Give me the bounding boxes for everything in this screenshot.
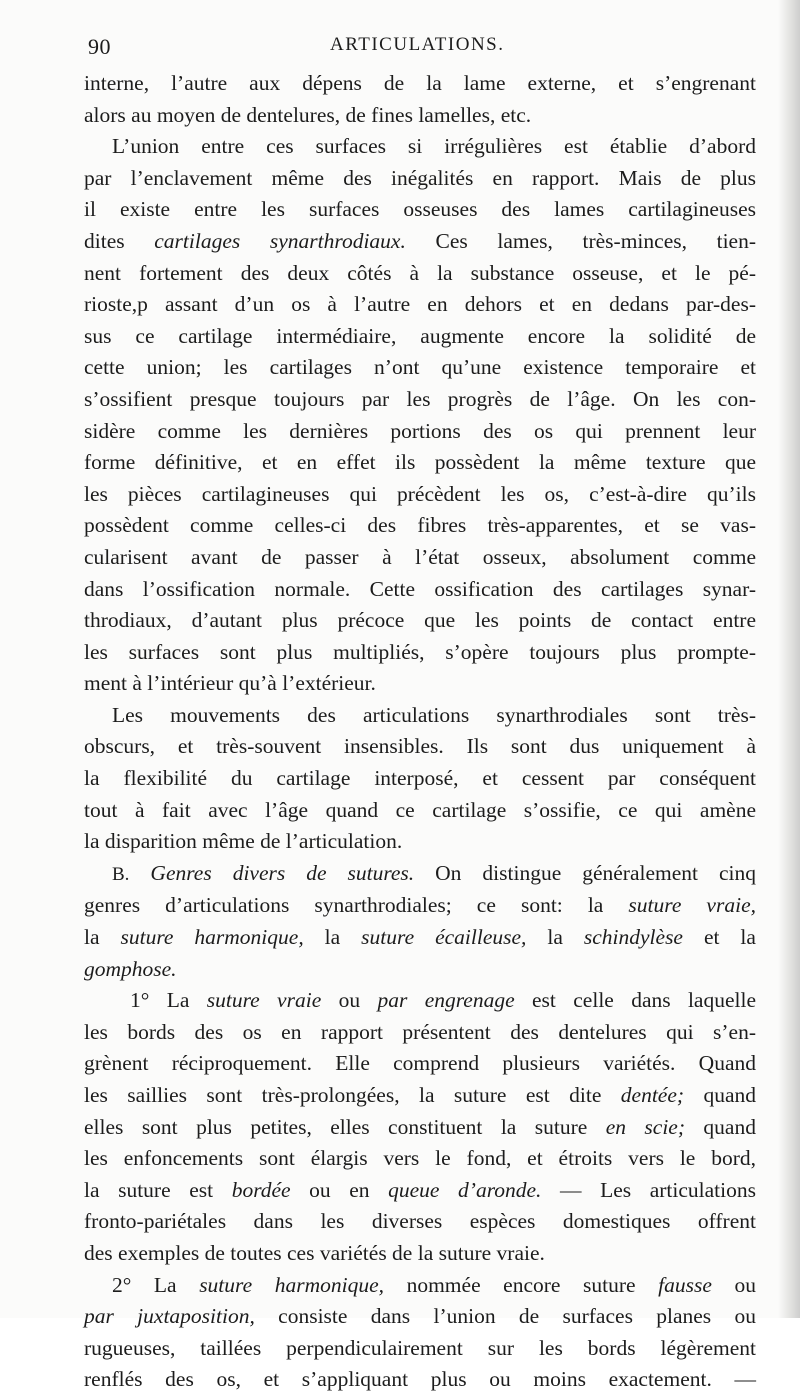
text-span: la suture est: [84, 1177, 232, 1202]
text-line: [84, 922, 756, 954]
text-line: [84, 1175, 756, 1207]
text-span: est celle dans laquelle: [514, 988, 757, 1013]
text-line: il existe entre les surfaces osseuses des lames cartilagineuses: [84, 197, 756, 222]
text-span: 2° La: [112, 1272, 200, 1297]
italic-term: queue d’aronde.: [388, 1177, 542, 1202]
text-span: la: [526, 925, 584, 950]
text-line: possèdent comme celles-ci des fibres très-apparentes, et se vas-: [84, 513, 756, 538]
text-span: elles sont plus petites, elles constituent la suture: [84, 1114, 606, 1139]
text-span: ou en: [290, 1177, 389, 1202]
text-line: renflés des os, et s’appliquant plus ou moins exactement. —: [84, 1367, 756, 1392]
text-line: rioste,p assant d’un os à l’autre en dehors et en dedans par-des-: [84, 292, 756, 317]
italic-term: cartilages synarthrodiaux.: [154, 228, 406, 253]
text-line: alors au moyen de dentelures, de fines lamelles, etc.: [84, 102, 532, 127]
italic-term: par juxtaposition,: [84, 1304, 255, 1329]
text-line: [84, 954, 756, 986]
text-line: forme définitive, et en effet ils possèdent la même texture que: [84, 450, 756, 475]
text-line: L’union entre ces surfaces si irrégulières est établie d’abord: [112, 134, 756, 159]
text-span: ou: [321, 988, 378, 1013]
section-title: Genres divers de sutures.: [129, 860, 415, 885]
section-letter: B.: [112, 863, 130, 885]
italic-term: par engrenage: [377, 988, 515, 1013]
italic-term: suture vraie,: [628, 893, 756, 918]
text-line: s’ossifient presque toujours par les progrès de l’âge. On les con-: [84, 386, 756, 411]
text-line: [84, 1301, 756, 1333]
text-span: — Les articulations: [541, 1177, 756, 1202]
text-span: nommée encore suture: [384, 1272, 659, 1297]
text-line: grènent réciproquement. Elle comprend plusieurs variétés. Quand: [84, 1051, 756, 1076]
text-line: [84, 985, 756, 1017]
text-span: 1° La: [130, 988, 207, 1013]
page-header: [88, 34, 756, 64]
text-line: les enfoncements sont élargis vers le fond, et étroits vers le bord,: [84, 1146, 756, 1171]
text-span: et la: [682, 925, 756, 950]
text-line: [84, 1112, 756, 1144]
text-line: ment à l’intérieur qu’à l’extérieur.: [84, 671, 376, 696]
italic-term: gomphose.: [84, 956, 177, 981]
text-span: consiste dans l’union de surfaces planes ou: [254, 1304, 756, 1329]
page-number: 90: [88, 34, 111, 59]
italic-term: schindylèse: [583, 925, 683, 950]
text-line: [84, 890, 756, 922]
text-span: genres d’articulations synarthrodiales; ce sont: la: [84, 893, 629, 918]
running-title: ARTICULATIONS.: [330, 34, 505, 55]
body-text: [84, 68, 756, 1396]
italic-term: dentée;: [620, 1083, 685, 1107]
text-line: par l’enclavement même des inégalités en rapport. Mais de plus: [84, 165, 756, 190]
text-line: les surfaces sont plus multipliés, s’opère toujours plus prompte-: [84, 639, 756, 664]
text-line: fronto-pariétales dans les diverses espèces domestiques offrent: [84, 1209, 756, 1234]
text-line: [84, 1080, 756, 1112]
text-span: On distingue généralement cinq: [414, 860, 756, 885]
text-line: Les mouvements des articulations synarthrodiales sont très-: [112, 702, 756, 727]
text-span: quand: [684, 1083, 756, 1107]
text-line: throdiaux, d’autant plus précoce que les points de contact entre: [84, 608, 756, 633]
italic-term: suture harmonique,: [120, 925, 304, 950]
text-line: interne, l’autre aux dépens de la lame externe, et s’engrenant: [84, 71, 756, 95]
italic-term: fausse: [658, 1272, 712, 1297]
italic-term: suture vraie: [206, 988, 322, 1013]
italic-term: suture harmonique,: [199, 1272, 384, 1297]
text-line: la flexibilité du cartilage interposé, et cessent par conséquent: [84, 766, 756, 791]
text-line: rugueuses, taillées perpendiculairement sur les bords légèrement: [84, 1335, 756, 1360]
text-span: ou: [711, 1272, 756, 1297]
text-span: Ces lames, très-minces, tien-: [405, 228, 757, 253]
text-line: obscurs, et très-souvent insensibles. Ils sont dus uniquement à: [84, 734, 756, 759]
page-edge-shadow: [778, 0, 800, 1318]
text-line: [84, 1270, 756, 1302]
text-span: la: [84, 925, 121, 950]
text-line: tout à fait avec l’âge quand ce cartilage s’ossifie, ce qui amène: [84, 797, 756, 822]
text-line: sus ce cartilage intermédiaire, augmente encore la solidité de: [84, 323, 756, 348]
italic-term: suture écailleuse,: [361, 925, 527, 950]
text-line: la disparition même de l’articulation.: [84, 829, 403, 854]
text-span: dites: [84, 228, 155, 253]
text-line: dans l’ossification normale. Cette ossification des cartilages synar-: [84, 576, 756, 601]
section-heading-line: [84, 858, 756, 891]
text-line: sidère comme les dernières portions des os qui prennent leur: [84, 418, 756, 443]
italic-term: en scie;: [605, 1114, 686, 1139]
text-line: [84, 226, 756, 258]
text-span: les saillies sont très-prolongées, la suture est dite: [84, 1083, 621, 1107]
text-span: la: [303, 925, 362, 950]
text-line: cularisent avant de passer à l’état osseux, absolument comme: [84, 544, 756, 569]
text-line: des exemples de toutes ces variétés de la suture vraie.: [84, 1240, 545, 1265]
text-line: cette union; les cartilages n’ont qu’une existence temporaire et: [84, 355, 756, 380]
text-line: les pièces cartilagineuses qui précèdent les os, c’est-à-dire qu’ils: [84, 481, 756, 506]
text-line: les bords des os en rapport présentent des dentelures qui s’en-: [84, 1019, 756, 1044]
text-span: quand: [685, 1114, 756, 1139]
text-line: nent fortement des deux côtés à la substance osseuse, et le pé-: [84, 260, 756, 285]
italic-term: bordée: [231, 1177, 291, 1202]
